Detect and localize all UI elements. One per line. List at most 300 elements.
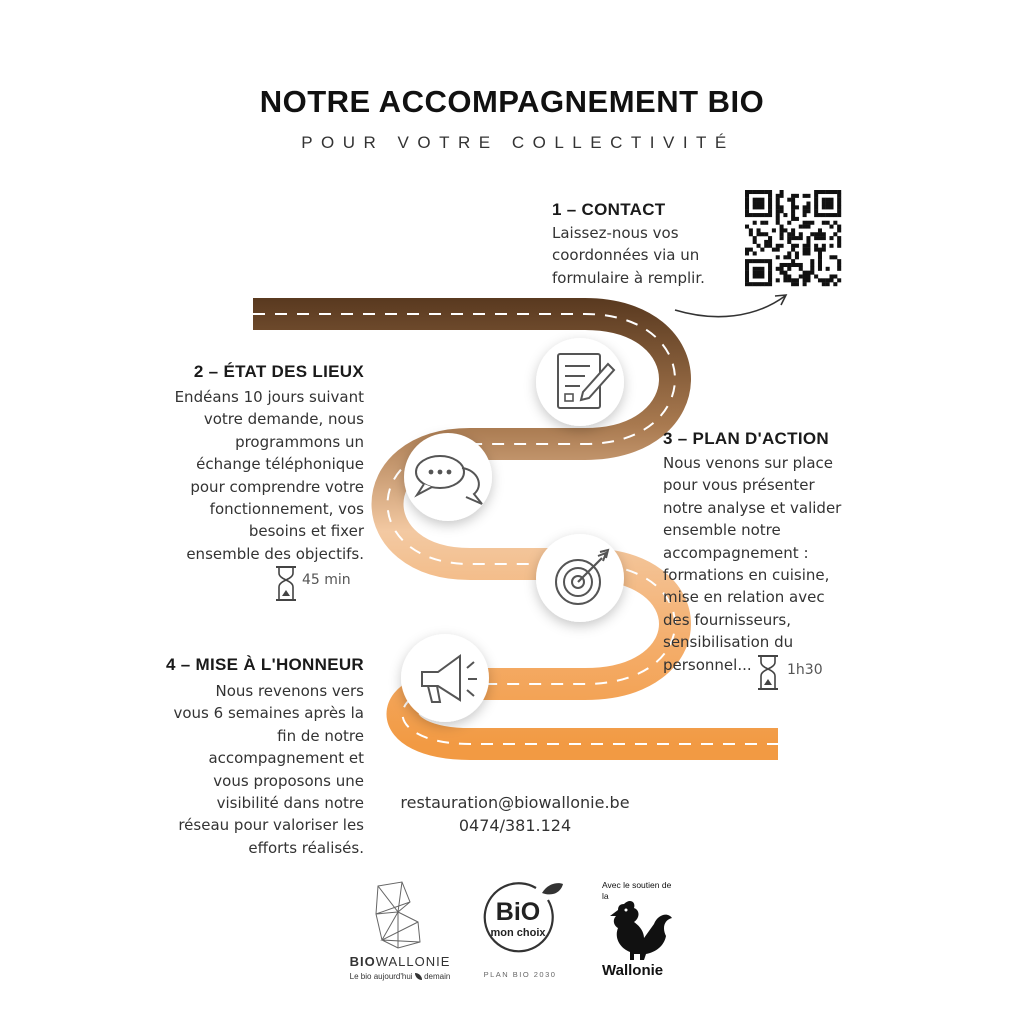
- qr-module: [768, 267, 772, 271]
- qr-module: [806, 205, 810, 209]
- qr-module: [803, 282, 807, 286]
- step-3-title: 3 – PLAN D'ACTION: [663, 429, 829, 448]
- qr-module: [826, 282, 830, 286]
- qr-module: [783, 213, 787, 217]
- qr-module: [780, 236, 784, 240]
- qr-module: [837, 202, 841, 206]
- step-2-duration: 45 min: [302, 572, 351, 588]
- qr-module: [822, 278, 826, 282]
- qr-module: [745, 271, 749, 275]
- qr-module: [791, 236, 795, 240]
- qr-module: [776, 194, 780, 198]
- qr-module: [803, 213, 807, 217]
- qr-module: [806, 209, 810, 213]
- qr-module: [822, 248, 826, 252]
- qr-module: [826, 267, 830, 271]
- qr-module: [760, 205, 764, 209]
- qr-module: [768, 198, 772, 202]
- qr-module: [803, 244, 807, 248]
- qr-module: [822, 198, 826, 202]
- qr-module: [787, 267, 791, 271]
- qr-module: [806, 194, 810, 198]
- qr-module: [776, 244, 780, 248]
- qr-module: [833, 190, 837, 194]
- qr-module: [818, 267, 822, 271]
- qr-module: [822, 236, 826, 240]
- qr-module: [757, 228, 761, 232]
- qr-module: [757, 202, 761, 206]
- qr-module: [818, 190, 822, 194]
- step-1-title: 1 – CONTACT: [552, 200, 666, 219]
- qr-module: [826, 202, 830, 206]
- qr-module: [818, 213, 822, 217]
- qr-module: [768, 263, 772, 267]
- qr-module: [833, 255, 837, 259]
- qr-module: [837, 198, 841, 202]
- qr-module: [768, 259, 772, 263]
- qr-module: [749, 228, 753, 232]
- qr-module: [780, 267, 784, 271]
- qr-module: [837, 205, 841, 209]
- qr-module: [814, 205, 818, 209]
- qr-module: [768, 194, 772, 198]
- qr-module: [749, 259, 753, 263]
- wallonie-logo: [600, 878, 680, 988]
- qr-module: [787, 236, 791, 240]
- qr-module: [829, 198, 833, 202]
- qr-module: [810, 271, 814, 275]
- tagline-b: demain: [424, 972, 451, 981]
- qr-module: [826, 221, 830, 225]
- qr-module: [791, 228, 795, 232]
- qr-module: [829, 278, 833, 282]
- qr-module: [745, 248, 749, 252]
- step-3-text: Nous venons sur place pour vous présenter notre analyse et valider ensemble notre accompagnement : formations en cuisine, mise en relation avec des fournisseurs, sensibilisation du personnel...: [663, 454, 842, 674]
- qr-module: [837, 228, 841, 232]
- qr-module: [776, 213, 780, 217]
- target-icon: [536, 534, 624, 622]
- qr-module: [833, 221, 837, 225]
- qr-module: [768, 240, 772, 244]
- qr-module: [791, 205, 795, 209]
- qr-module: [837, 236, 841, 240]
- qr-module: [806, 271, 810, 275]
- qr-module: [757, 198, 761, 202]
- megaphone-icon: [401, 634, 489, 722]
- qr-module: [829, 274, 833, 278]
- qr-module: [806, 244, 810, 248]
- qr-module: [829, 244, 833, 248]
- qr-module: [826, 213, 830, 217]
- qr-module: [760, 271, 764, 275]
- qr-module: [764, 213, 768, 217]
- qr-module: [745, 278, 749, 282]
- qr-module: [760, 259, 764, 263]
- qr-module: [753, 240, 757, 244]
- qr-module: [753, 221, 757, 225]
- qr-module: [833, 274, 837, 278]
- qr-module: [757, 282, 761, 286]
- qr-module: [829, 190, 833, 194]
- qr-module: [803, 278, 807, 282]
- qr-module: [803, 205, 807, 209]
- qr-module: [787, 274, 791, 278]
- qr-module: [803, 225, 807, 229]
- qr-module: [768, 271, 772, 275]
- qr-module: [829, 255, 833, 259]
- qr-module: [810, 259, 814, 263]
- qr-module: [818, 255, 822, 259]
- qr-module: [768, 282, 772, 286]
- qr-module: [829, 213, 833, 217]
- qr-module: [810, 263, 814, 267]
- wallonie-wordmark: Wallonie: [602, 962, 664, 979]
- qr-module: [764, 244, 768, 248]
- qr-module: [760, 248, 764, 252]
- qr-module: [803, 248, 807, 252]
- qr-module: [764, 282, 768, 286]
- qr-module: [787, 251, 791, 255]
- qr-module: [806, 251, 810, 255]
- qr-module: [799, 232, 803, 236]
- qr-module: [764, 221, 768, 225]
- qr-module: [783, 228, 787, 232]
- qr-module: [799, 274, 803, 278]
- step-3-duration: 1h30: [787, 662, 823, 678]
- qr-module: [780, 263, 784, 267]
- qr-module: [749, 232, 753, 236]
- qr-module: [753, 267, 757, 271]
- qr-module: [818, 263, 822, 267]
- qr-module: [745, 190, 749, 194]
- qr-module: [760, 221, 764, 225]
- qr-module: [760, 213, 764, 217]
- bio-sub: mon choix: [490, 927, 546, 939]
- biowallonie-mark: [340, 878, 460, 950]
- qr-module: [783, 278, 787, 282]
- qr-module: [757, 232, 761, 236]
- rooster-icon: [600, 896, 675, 962]
- qr-module: [806, 248, 810, 252]
- qr-module: [783, 263, 787, 267]
- qr-module: [787, 255, 791, 259]
- qr-module: [787, 240, 791, 244]
- qr-module: [837, 244, 841, 248]
- plan-bio-label: PLAN BIO 2030: [483, 970, 557, 979]
- qr-module: [745, 202, 749, 206]
- qr-module: [749, 213, 753, 217]
- qr-module: [814, 236, 818, 240]
- qr-module: [768, 236, 772, 240]
- qr-module: [810, 267, 814, 271]
- qr-module: [795, 217, 799, 221]
- qr-module: [780, 228, 784, 232]
- step-4-text: Nous revenons vers vous 6 semaines après la fin de notre accompagnement et vous proposons une visibilité dans notre réseau pour valoriser les efforts réalisés.: [173, 682, 364, 857]
- qr-module: [822, 244, 826, 248]
- qr-module: [787, 232, 791, 236]
- qr-module: [753, 251, 757, 255]
- qr-module: [753, 213, 757, 217]
- qr-module: [753, 271, 757, 275]
- qr-module: [772, 228, 776, 232]
- qr-module: [837, 259, 841, 263]
- qr-module: [803, 194, 807, 198]
- biowallonie-bold: BIO: [349, 954, 376, 969]
- qr-module: [806, 278, 810, 282]
- qr-module: [814, 274, 818, 278]
- qr-module: [818, 232, 822, 236]
- qr-module: [803, 221, 807, 225]
- qr-module: [780, 190, 784, 194]
- qr-module: [822, 221, 826, 225]
- qr-module: [829, 225, 833, 229]
- qr-module: [780, 244, 784, 248]
- qr-module: [745, 205, 749, 209]
- qr-module: [745, 282, 749, 286]
- qr-module: [822, 190, 826, 194]
- tagline-a: Le bio aujourd'hui: [349, 972, 413, 981]
- bio-mark: BiO: [495, 898, 541, 926]
- leaf-icon: [415, 973, 422, 980]
- qr-module: [837, 209, 841, 213]
- qr-module: [760, 267, 764, 271]
- qr-module: [776, 198, 780, 202]
- qr-module: [791, 282, 795, 286]
- qr-module: [814, 194, 818, 198]
- qr-module: [814, 190, 818, 194]
- qr-module: [757, 190, 761, 194]
- qr-module: [776, 209, 780, 213]
- qr-module: [795, 255, 799, 259]
- qr-module: [806, 225, 810, 229]
- qr-module: [749, 282, 753, 286]
- qr-module: [837, 225, 841, 229]
- qr-module: [787, 263, 791, 267]
- qr-module: [795, 194, 799, 198]
- qr-module: [795, 282, 799, 286]
- qr-module: [745, 198, 749, 202]
- qr-module: [837, 190, 841, 194]
- qr-module: [776, 267, 780, 271]
- qr-module: [818, 248, 822, 252]
- qr-module: [757, 205, 761, 209]
- qr-module: [753, 282, 757, 286]
- qr-module: [757, 259, 761, 263]
- qr-module: [791, 198, 795, 202]
- qr-module: [791, 209, 795, 213]
- biowallonie-tagline: [340, 972, 460, 981]
- qr-module: [749, 190, 753, 194]
- qr-module: [814, 244, 818, 248]
- qr-module: [814, 232, 818, 236]
- qr-module: [799, 236, 803, 240]
- qr-module: [776, 202, 780, 206]
- qr-module: [760, 282, 764, 286]
- qr-module: [791, 232, 795, 236]
- qr-module: [791, 202, 795, 206]
- qr-module: [787, 198, 791, 202]
- qr-module: [791, 217, 795, 221]
- page-subtitle: POUR VOTRE COLLECTIVITÉ: [301, 133, 735, 152]
- qr-module: [787, 278, 791, 282]
- qr-module: [780, 205, 784, 209]
- qr-module: [826, 278, 830, 282]
- qr-module: [833, 232, 837, 236]
- qr-module: [776, 205, 780, 209]
- qr-module: [837, 278, 841, 282]
- qr-module: [822, 282, 826, 286]
- qr-module: [803, 251, 807, 255]
- qr-module: [764, 232, 768, 236]
- qr-module: [803, 209, 807, 213]
- qr-module: [795, 278, 799, 282]
- contact-phone[interactable]: 0474/381.124: [458, 816, 572, 835]
- qr-module: [768, 213, 772, 217]
- qr-module: [818, 228, 822, 232]
- qr-module: [791, 278, 795, 282]
- qr-module: [833, 213, 837, 217]
- qr-module: [814, 209, 818, 213]
- qr-module: [829, 205, 833, 209]
- qr-module: [810, 221, 814, 225]
- qr-module: [757, 271, 761, 275]
- qr-module: [764, 190, 768, 194]
- qr-module: [780, 232, 784, 236]
- qr-module: [833, 282, 837, 286]
- qr-module: [806, 202, 810, 206]
- form-edit-icon: [536, 338, 624, 426]
- qr-module: [757, 244, 761, 248]
- step-4-title: 4 – MISE À L'HONNEUR: [165, 655, 364, 674]
- qr-module: [791, 248, 795, 252]
- qr-module: [749, 248, 753, 252]
- qr-module: [814, 202, 818, 206]
- qr-module: [753, 202, 757, 206]
- qr-module: [818, 251, 822, 255]
- biowallonie-wordmark: [340, 954, 460, 969]
- qr-module: [791, 244, 795, 248]
- qr-module: [787, 221, 791, 225]
- qr-module: [795, 205, 799, 209]
- qr-module: [780, 194, 784, 198]
- qr-module: [745, 213, 749, 217]
- qr-module: [768, 278, 772, 282]
- qr-module: [757, 213, 761, 217]
- qr-module: [768, 190, 772, 194]
- qr-module: [776, 278, 780, 282]
- qr-module: [757, 274, 761, 278]
- qr-module: [837, 213, 841, 217]
- qr-module: [753, 274, 757, 278]
- qr-module: [837, 194, 841, 198]
- qr-module: [795, 244, 799, 248]
- qr-module: [768, 205, 772, 209]
- qr-module: [791, 213, 795, 217]
- qr-module: [768, 202, 772, 206]
- qr-module: [757, 267, 761, 271]
- qr-module: [826, 190, 830, 194]
- qr-module: [822, 213, 826, 217]
- qr-module: [753, 259, 757, 263]
- qr-module: [818, 236, 822, 240]
- qr-module: [776, 221, 780, 225]
- qr-module: [776, 248, 780, 252]
- qr-module: [768, 274, 772, 278]
- qr-module: [772, 248, 776, 252]
- qr-module: [803, 274, 807, 278]
- step-2-text: Endéans 10 jours suivant votre demande, nous programmons un échange téléphonique pour comprendre votre fonctionnement, vos besoins et fixer ensemble des objectifs.: [174, 388, 364, 563]
- qr-module: [783, 271, 787, 275]
- qr-module: [745, 267, 749, 271]
- qr-module: [814, 198, 818, 202]
- qr-module: [745, 251, 749, 255]
- qr-module: [783, 255, 787, 259]
- qr-module: [799, 267, 803, 271]
- qr-module: [745, 274, 749, 278]
- qr-module: [745, 209, 749, 213]
- qr-module: [806, 274, 810, 278]
- qr-module: [829, 202, 833, 206]
- qr-module: [753, 205, 757, 209]
- qr-module: [791, 194, 795, 198]
- contact-block: [390, 791, 640, 837]
- qr-module: [776, 255, 780, 259]
- qr-module: [806, 236, 810, 240]
- qr-module: [780, 271, 784, 275]
- qr-module: [810, 232, 814, 236]
- qr-module: [745, 225, 749, 229]
- qr-module: [795, 263, 799, 267]
- qr-module: [745, 194, 749, 198]
- qr-module: [776, 217, 780, 221]
- qr-module: [822, 202, 826, 206]
- step-1-text: Laissez-nous vos coordonnées via un formulaire à remplir.: [552, 224, 705, 287]
- arrow-to-qr: [675, 296, 785, 317]
- qr-module: [753, 236, 757, 240]
- qr-module: [795, 251, 799, 255]
- contact-email[interactable]: restauration@biowallonie.be: [400, 793, 630, 812]
- qr-module: [837, 267, 841, 271]
- qr-module: [791, 259, 795, 263]
- bio-mon-choix-logo: [478, 878, 568, 988]
- qr-module: [822, 205, 826, 209]
- qr-module: [814, 248, 818, 252]
- qr-module: [760, 190, 764, 194]
- qr-module: [764, 259, 768, 263]
- qr-module: [760, 232, 764, 236]
- qr-module: [837, 263, 841, 267]
- qr-module: [806, 221, 810, 225]
- qr-module: [826, 205, 830, 209]
- qr-module: [822, 232, 826, 236]
- qr-module: [780, 209, 784, 213]
- qr-code-icon[interactable]: [745, 190, 841, 286]
- qr-module: [814, 213, 818, 217]
- qr-module: [783, 274, 787, 278]
- qr-module: [745, 259, 749, 263]
- qr-module: [803, 271, 807, 275]
- qr-module: [829, 236, 833, 240]
- qr-module: [799, 263, 803, 267]
- qr-module: [760, 202, 764, 206]
- qr-module: [806, 240, 810, 244]
- qr-module: [837, 240, 841, 244]
- hourglass-icon: [276, 567, 296, 600]
- qr-module: [753, 198, 757, 202]
- qr-module: [826, 198, 830, 202]
- qr-module: [795, 236, 799, 240]
- wallonie-support-text: Avec le soutien de la: [602, 880, 672, 901]
